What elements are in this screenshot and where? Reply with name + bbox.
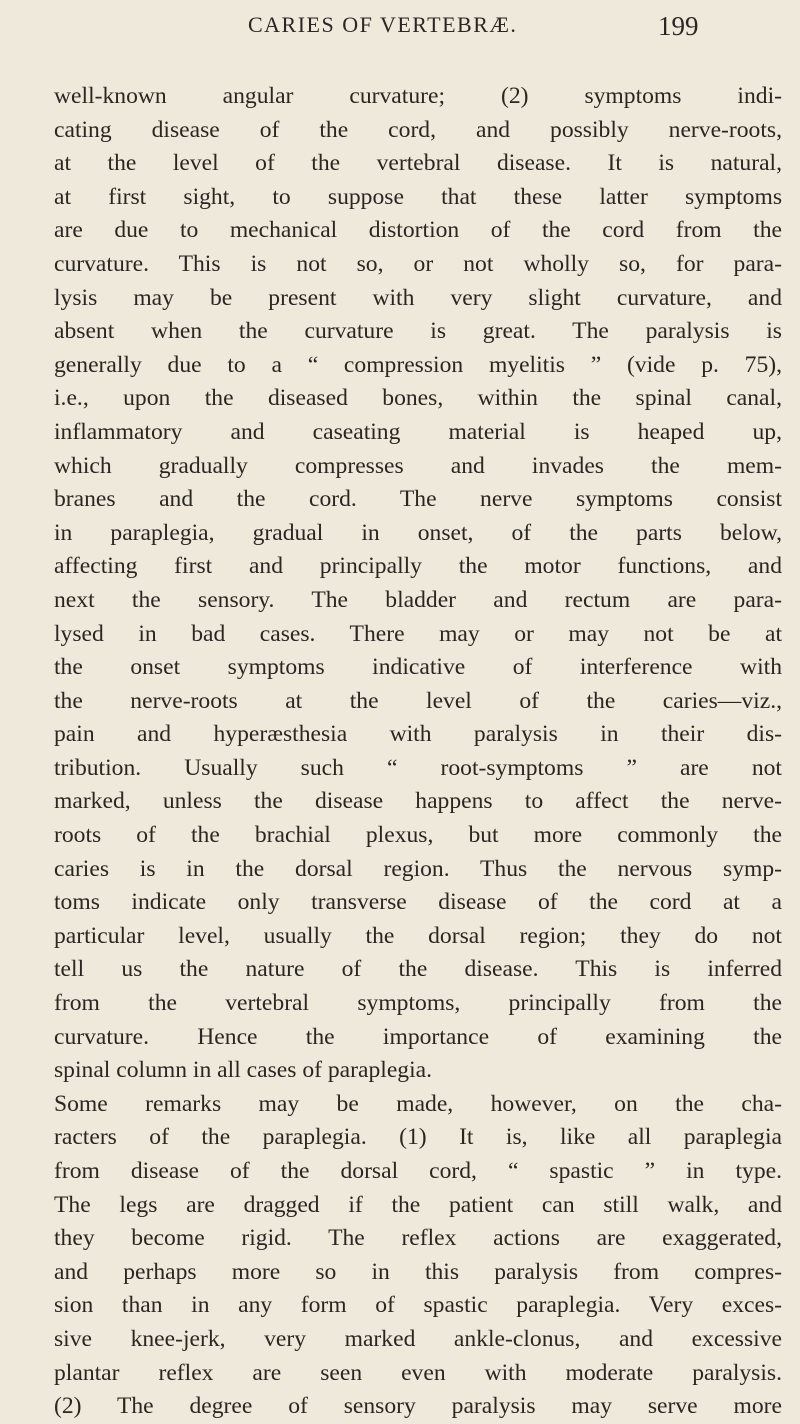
text-line: curvature. This is not so, or not wholly so, for para- [54, 250, 782, 277]
text-line: marked, unless the disease happens to affect the nerve- [54, 788, 782, 815]
text-line: pain and hyperæsthesia with paralysis in their dis- [54, 721, 782, 748]
text-line: Some remarks may be made, however, on the cha- [54, 1090, 782, 1117]
running-title: CARIES OF VERTEBRÆ. [248, 12, 518, 37]
text-line: next the sensory. The bladder and rectum are para- [54, 586, 782, 613]
text-line: toms indicate only transverse disease of the cord at a [54, 889, 782, 916]
body-text [54, 80, 782, 1424]
text-line: sion than in any form of spastic paraplegia. Very exces- [54, 1292, 782, 1319]
text-line: The legs are dragged if the patient can still walk, and [54, 1191, 782, 1218]
text-line: well-known angular curvature; (2) symptoms indi- [54, 83, 782, 109]
text-line: absent when the curvature is great. The paralysis is [54, 318, 782, 345]
text-line: tell us the nature of the disease. This is inferred [54, 956, 782, 983]
text-line: lysis may be present with very slight curvature, and [54, 284, 782, 311]
text-line: curvature. Hence the importance of examining the [54, 1023, 782, 1050]
page-number: 199 [658, 11, 699, 41]
text-line: cating disease of the cord, and possibly nerve-roots, [54, 116, 782, 143]
text-line: racters of the paraplegia. (1) It is, like all paraplegia [54, 1124, 782, 1151]
text-line: branes and the cord. The nerve symptoms consist [54, 486, 782, 513]
text-line: spinal column in all cases of paraplegia. [54, 1057, 433, 1084]
text-line: inflammatory and caseating material is heaped up, [54, 418, 782, 445]
text-line: in paraplegia, gradual in onset, of the parts below, [54, 519, 782, 546]
text-line: caries is in the dorsal region. Thus the nervous symp- [54, 855, 782, 882]
text-line: lysed in bad cases. There may or may not be at [54, 620, 782, 647]
text-line: sive knee-jerk, very marked ankle-clonus, and excessive [54, 1325, 782, 1352]
running-head [0, 12, 800, 52]
text-line: i.e., upon the diseased bones, within the spinal canal, [54, 385, 782, 412]
text-line: the onset symptoms indicative of interference with [54, 654, 782, 681]
text-line: the nerve-roots at the level of the caries—viz., [54, 687, 782, 714]
text-line: and perhaps more so in this paralysis from compres- [54, 1258, 782, 1285]
text-line: which gradually compresses and invades the mem- [54, 452, 782, 479]
text-line: (2) The degree of sensory paralysis may serve more [54, 1393, 782, 1420]
text-line: roots of the brachial plexus, but more commonly the [54, 822, 782, 849]
text-line: at the level of the vertebral disease. It is natural, [54, 150, 782, 177]
text-line: tribution. Usually such “ root-symptoms ” are not [54, 754, 782, 781]
text-line: plantar reflex are seen even with moderate paralysis. [54, 1359, 782, 1386]
text-line: at first sight, to suppose that these latter symptoms [54, 183, 782, 210]
text-line: affecting first and principally the motor functions, and [54, 553, 782, 580]
text-line: are due to mechanical distortion of the cord from the [54, 217, 782, 244]
text-line: particular level, usually the dorsal region; they do not [54, 922, 782, 949]
text-line: generally due to a “ compression myelitis ” (vide p. 75), [54, 351, 782, 378]
text-line: from the vertebral symptoms, principally from the [54, 990, 782, 1017]
text-line: they become rigid. The reflex actions are exaggerated, [54, 1225, 782, 1252]
text-line: from disease of the dorsal cord, “ spastic ” in type. [54, 1158, 782, 1184]
